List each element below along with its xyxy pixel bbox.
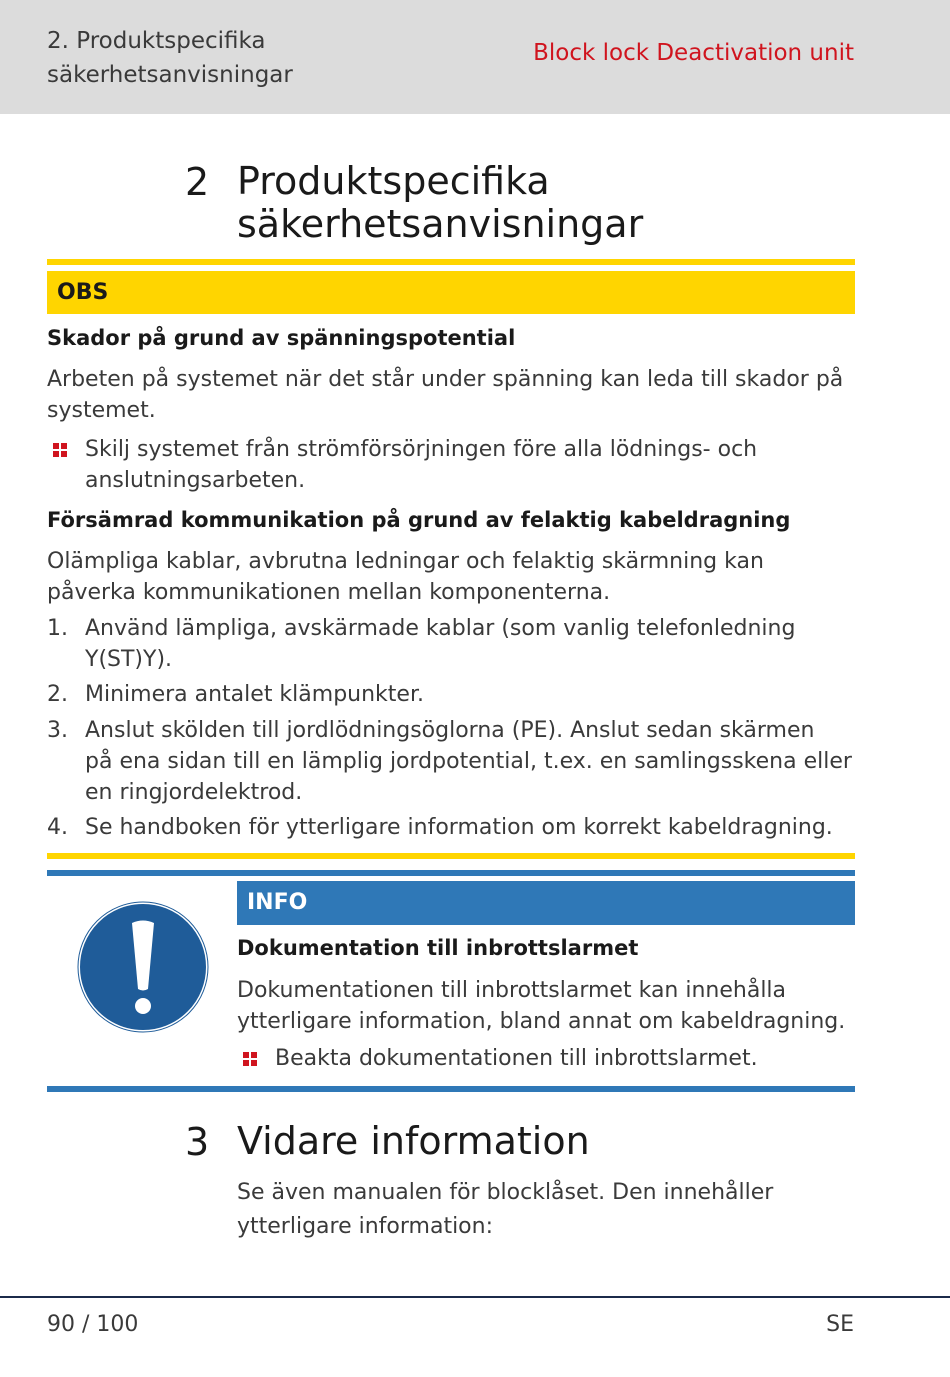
info-bottom-bar xyxy=(47,1086,855,1092)
header-product-name: Block lock Deactivation unit xyxy=(533,40,854,66)
header-section-line2: säkerhetsanvisningar xyxy=(47,62,293,88)
section-3-text-line1: Se även manualen för blocklåset. Den innehåller xyxy=(237,1180,774,1205)
info-heading: Dokumentation till inbrottslarmet xyxy=(237,936,639,960)
step-number: 2. xyxy=(47,682,68,707)
obs-text-comm-line1: Olämpliga kablar, avbrutna ledningar och felaktig skärmning kan xyxy=(47,549,764,574)
step-text-line: Använd lämpliga, avskärmade kablar (som vanlig telefonledning xyxy=(85,616,796,641)
obs-text-voltage-line1: Arbeten på systemet när det står under spänning kan leda till skador på xyxy=(47,367,844,392)
obs-heading-communication: Försämrad kommunikation på grund av felaktig kabeldragning xyxy=(47,508,791,532)
info-label-bar xyxy=(237,881,855,925)
step-text-line: en ringjordelektrod. xyxy=(85,780,303,805)
section-2-title xyxy=(237,160,643,246)
step-text-line: på ena sidan till en lämplig jordpotential, t.ex. en samlingsskena eller xyxy=(85,749,852,774)
obs-text-communication xyxy=(47,546,857,608)
obs-text-comm-line2: påverka kommunikationen mellan komponenterna. xyxy=(47,580,611,605)
step-number: 1. xyxy=(47,616,68,641)
info-label: INFO xyxy=(247,890,308,915)
footer-divider xyxy=(0,1296,950,1298)
bullet-icon xyxy=(53,443,67,457)
section-3-number: 3 xyxy=(185,1120,210,1164)
obs-text-voltage-line2: systemet. xyxy=(47,398,156,423)
section-3-text xyxy=(237,1176,857,1244)
obs-bullet-line1: Skilj systemet från strömförsörjningen före alla lödnings- och xyxy=(85,437,758,462)
info-text-line1: Dokumentationen till inbrottslarmet kan innehålla xyxy=(237,978,787,1003)
bullet-icon xyxy=(243,1052,257,1066)
page-number: 90 / 100 xyxy=(47,1312,139,1337)
obs-heading-voltage: Skador på grund av spänningspotential xyxy=(47,326,516,350)
section-3-title: Vidare information xyxy=(237,1119,590,1163)
obs-label-bar xyxy=(47,271,855,314)
section-3-text-line2: ytterligare information: xyxy=(237,1214,493,1239)
section-2-number: 2 xyxy=(185,160,210,204)
step-text-line: Minimera antalet klämpunkter. xyxy=(85,682,424,707)
section-2-title-line1: Produktspecifika xyxy=(237,159,550,203)
step-text-line: Anslut skölden till jordlödningsöglorna (PE). Anslut sedan skärmen xyxy=(85,718,815,743)
obs-text-voltage xyxy=(47,364,857,426)
obs-label: OBS xyxy=(57,280,109,305)
info-text xyxy=(237,975,857,1037)
header-section-title xyxy=(47,24,293,92)
step-number: 4. xyxy=(47,815,68,840)
header-section-line1: 2. Produktspecifika xyxy=(47,28,266,54)
step-text-line: Se handboken för ytterligare information om korrekt kabeldragning. xyxy=(85,815,833,840)
step-text-line: Y(ST)Y). xyxy=(85,647,173,672)
info-text-line2: ytterligare information, bland annat om kabeldragning. xyxy=(237,1009,846,1034)
step-number: 3. xyxy=(47,718,68,743)
info-top-bar xyxy=(47,870,855,876)
page-header xyxy=(0,0,950,114)
obs-top-bar xyxy=(47,259,855,265)
language-code: SE xyxy=(826,1312,854,1337)
info-bullet-text: Beakta dokumentationen till inbrottslarmet. xyxy=(275,1046,758,1071)
section-2-title-line2: säkerhetsanvisningar xyxy=(237,202,644,246)
obs-bullet-line2: anslutningsarbeten. xyxy=(85,468,306,493)
exclamation-info-icon xyxy=(77,901,209,1033)
obs-bottom-bar xyxy=(47,853,855,859)
